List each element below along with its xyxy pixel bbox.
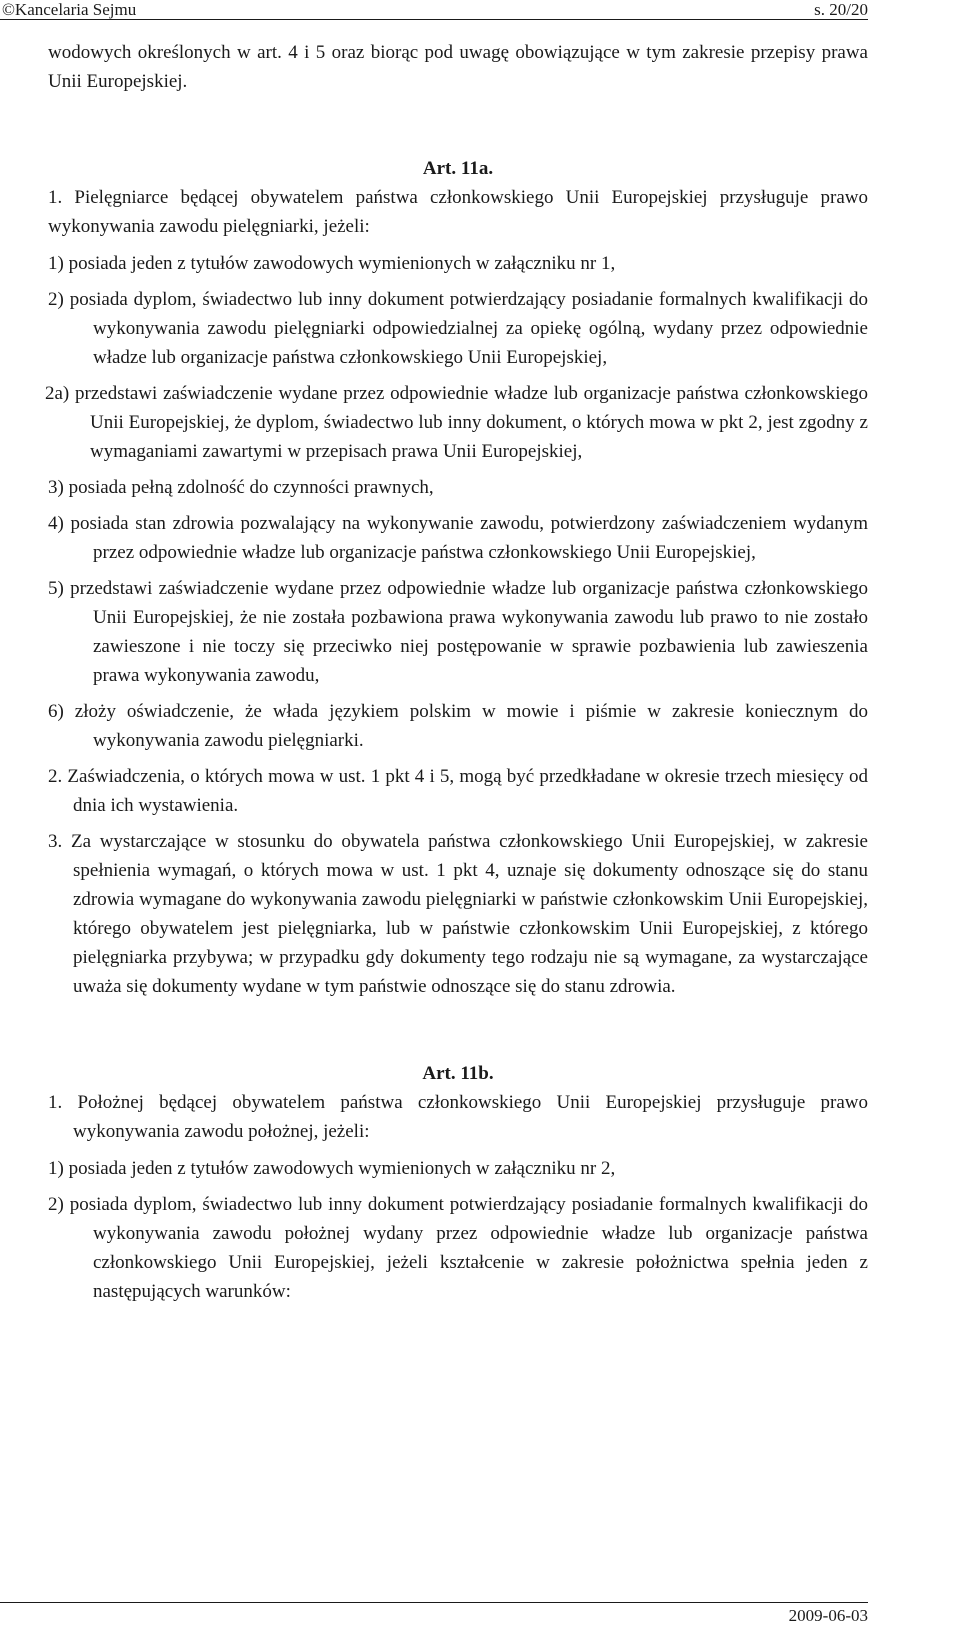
header-copyright: ©Kancelaria Sejmu: [2, 0, 137, 19]
art11a-point-6: 6) złoży oświadczenie, że włada językiem polskim w mowie i piśmie w zakresie koniecznym do wykonywania zawodu pielęgniarki.: [48, 701, 868, 751]
art11a-point-1: 1) posiada jeden z tytułów zawodowych wymienionych w załączniku nr 1,: [48, 253, 616, 274]
art11a-points: [45, 249, 868, 755]
footer-date: 2009-06-03: [788, 1606, 868, 1625]
art11a-point-2: 2) posiada dyplom, świadectwo lub inny dokument potwierdzający posiadanie formalnych kwalifikacji do wykonywania zawodu pielęgniarki odpowiedzialnej za opiekę ogólną, wydany przez odpowiednie władze lub organizacje państwa członkowskiego Unii Europejskiej,: [48, 289, 868, 368]
continuation-paragraph: wodowych określonych w art. 4 i 5 oraz biorąc pod uwagę obowiązujące w tym zakresie przepisy prawa Unii Europejskiej.: [48, 42, 868, 92]
art11a-ust2: 2. Zaświadczenia, o których mowa w ust. 1 pkt 4 i 5, mogą być przedkładane w okresie trzech miesięcy od dnia ich wystawienia.: [48, 766, 868, 816]
art11b-point-1: 1) posiada jeden z tytułów zawodowych wymienionych w załączniku nr 2,: [48, 1158, 616, 1179]
art11a-point-4: 4) posiada stan zdrowia pozwalający na wykonywanie zawodu, potwierdzony zaświadczeniem wydanym przez odpowiednie władze lub organizacje państwa członkowskiego Unii Europejskiej,: [48, 513, 868, 563]
art11a-ust3: 3. Za wystarczające w stosunku do obywatela państwa członkowskiego Unii Europejskiej, w zakresie spełnienia wymagań, o których mowa w ust. 1 pkt 4, uznaje się dokumenty odnoszące się do stanu zdrowia wymagane do wykonywania zawodu pielęgniarki w państwie członkowskim Unii Europejskiej, którego obywatelem jest pielęgniarka, lub w państwie członkowskim Unii Europejskiej, z którego pielęgniarka przybywa; w przypadku gdy dokumenty tego rodzaju nie są wymagane, za wystarczające uważa się dokumenty wydane w tym państwie odnoszące się do stanu zdrowia.: [48, 831, 868, 997]
art11a-ust1: 1. Pielęgniarce będącej obywatelem państwa członkowskiego Unii Europejskiej przysługuje prawo wykonywania zawodu pielęgniarki, jeżeli:: [48, 187, 868, 237]
header-page-number: s. 20/20: [814, 0, 868, 19]
art11a-point-3: 3) posiada pełną zdolność do czynności prawnych,: [48, 477, 434, 498]
document-body: [45, 38, 868, 1313]
article-heading-11a: Art. 11a.: [422, 158, 494, 179]
article-heading-11b: Art. 11b.: [422, 1063, 494, 1084]
art11b-points: [48, 1154, 868, 1306]
art11b-ust1: 1. Położnej będącej obywatelem państwa członkowskiego Unii Europejskiej przysługuje prawo wykonywania zawodu położnej, jeżeli:: [48, 1092, 868, 1142]
page-footer: [0, 1602, 868, 1624]
footer-rule: [0, 1602, 868, 1603]
header-rule: [0, 19, 868, 20]
art11a-point-2a: 2a) przedstawi zaświadczenie wydane przez odpowiednie władze lub organizacje państwa członkowskiego Unii Europejskiej, że dyplom, świadectwo lub inny dokument, o których mowa w pkt 2, jest zgodny z wymaganiami zawartymi w przepisach prawa Unii Europejskiej,: [45, 383, 868, 462]
art11a-point-5: 5) przedstawi zaświadczenie wydane przez odpowiednie władze lub organizacje państwa członkowskiego Unii Europejskiej, że nie została pozbawiona prawa wykonywania zawodu lub prawo to nie zostało zawieszone i nie toczy się przeciwko niej postępowanie w sprawie pozbawienia lub zawieszenia prawa wykonywania zawodu,: [48, 578, 868, 686]
art11b-point-2: 2) posiada dyplom, świadectwo lub inny dokument potwierdzający posiadanie formalnych kwalifikacji do wykonywania zawodu położnej wydany przez odpowiednie władze lub organizacje państwa członkowskiego Unii Europejskiej, jeżeli kształcenie w zakresie położnictwa spełnia jeden z następujących warunków:: [48, 1194, 868, 1302]
